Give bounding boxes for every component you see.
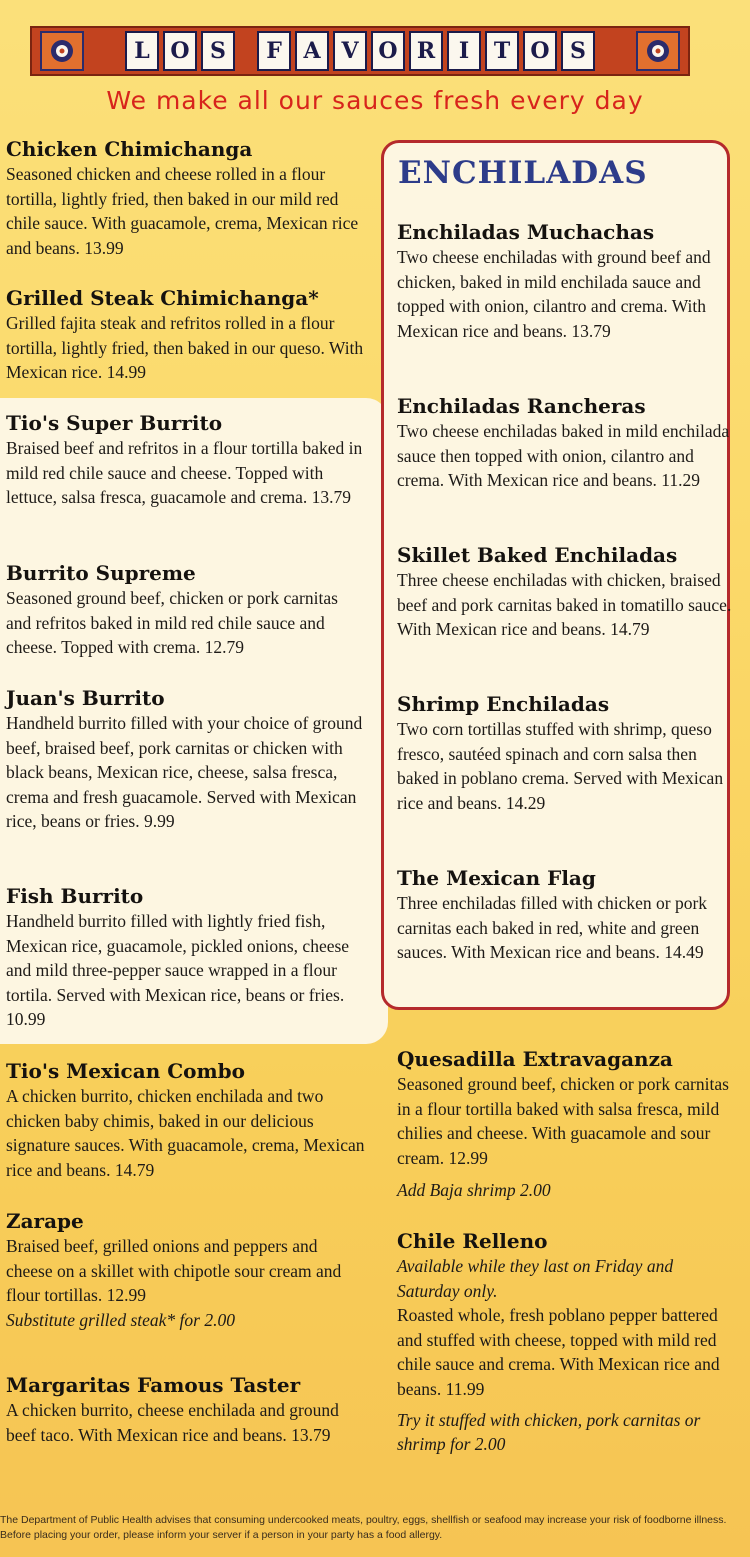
item-description: Three enchiladas filled with chicken or pork carnitas each baked in red, white and green sauces. With Mexican rice and beans. 14.49 xyxy=(397,893,708,963)
item-description: Braised beef and refritos in a flour tortilla baked in mild red chile sauce and cheese. Topped with lettuce, salsa fresca, guacamole and crema. 13.79 xyxy=(6,438,363,508)
menu-item xyxy=(6,285,366,385)
disclaimer-line: Before placing your order, please inform your server if a person in your party has a food allergy. xyxy=(0,1529,443,1541)
banner-letter: O xyxy=(371,31,405,71)
item-name: Margaritas Famous Taster xyxy=(6,1373,301,1397)
item-description: Seasoned chicken and cheese rolled in a flour tortilla, lightly fried, then baked in our mild red chile sauce. With guacamole, crema, Mexican rice and beans. 13.99 xyxy=(6,164,359,258)
item-name: Juan's Burrito xyxy=(6,686,165,710)
menu-item xyxy=(6,560,366,660)
banner-letter: T xyxy=(485,31,519,71)
item-name: Tio's Super Burrito xyxy=(6,411,223,435)
banner-letter: L xyxy=(125,31,159,71)
item-description: A chicken burrito, chicken enchilada and two chicken baby chimis, baked in our delicious signature sauces. With guacamole, crema, Mexican rice and beans. 14.79 xyxy=(6,1086,365,1180)
item-name: Skillet Baked Enchiladas xyxy=(397,543,678,567)
item-note: Substitute grilled steak* for 2.00 xyxy=(6,1309,235,1330)
item-note: Add Baja shrimp 2.00 xyxy=(397,1180,551,1201)
disclaimer-line: The Department of Public Health advises that consuming undercooked meats, poultry, eggs, shellfish or seafood may increase your risk of foodborne illness. xyxy=(0,1514,727,1526)
los-favoritos-banner xyxy=(30,26,690,76)
item-name: Shrimp Enchiladas xyxy=(397,692,610,716)
item-description: A chicken burrito, cheese enchilada and ground beef taco. With Mexican rice and beans. 13.79 xyxy=(6,1400,339,1445)
item-name: Quesadilla Extravaganza xyxy=(397,1047,673,1071)
flower-ornament-icon xyxy=(47,36,77,66)
item-description: Three cheese enchiladas with chicken, braised beef and pork carnitas baked in tomatillo sauce. With Mexican rice and beans. 14.79 xyxy=(397,570,732,640)
item-name: Enchiladas Muchachas xyxy=(397,220,655,244)
item-name: Zarape xyxy=(6,1209,84,1233)
banner-space xyxy=(239,31,253,71)
menu-item xyxy=(397,542,732,642)
menu-item xyxy=(397,691,732,815)
banner-letter: O xyxy=(163,31,197,71)
item-description: Seasoned ground beef, chicken or pork carnitas and refritos baked in mild red chile sauce and cheese. Topped with crema. 12.79 xyxy=(6,588,338,658)
banner-letters xyxy=(125,31,595,71)
menu-item xyxy=(6,685,366,834)
item-description: Grilled fajita steak and refritos rolled in a flour tortilla, lightly fried, then baked in our queso. With Mexican rice. 14.99 xyxy=(6,313,364,383)
item-description: Two corn tortillas stuffed with shrimp, queso fresco, sautéed spinach and corn salsa then baked in poblano crema. Served with Mexican rice and beans. 14.29 xyxy=(397,719,724,813)
decorative-tile-right xyxy=(636,31,680,71)
menu-item xyxy=(397,393,732,493)
banner-letter: S xyxy=(561,31,595,71)
menu-item xyxy=(6,1372,366,1447)
item-name: Tio's Mexican Combo xyxy=(6,1059,245,1083)
item-description: Two cheese enchiladas with ground beef and chicken, baked in mild enchilada sauce and topped with onion, cilantro and crema. With Mexican rice and beans. 13.79 xyxy=(397,247,711,341)
menu-item xyxy=(397,865,732,965)
menu-item xyxy=(6,410,366,510)
banner-letter: V xyxy=(333,31,367,71)
item-description: Seasoned ground beef, chicken or pork carnitas in a flour tortilla baked with salsa fresca, mild chilies and cheese. With guacamole and sour cream. 12.99 xyxy=(397,1074,729,1168)
menu-item xyxy=(6,1058,366,1182)
health-disclaimer xyxy=(0,1513,750,1543)
banner-letter: R xyxy=(409,31,443,71)
item-name: Enchiladas Rancheras xyxy=(397,394,646,418)
item-description: Two cheese enchiladas baked in mild enchilada sauce then topped with onion, cilantro and crema. With Mexican rice and beans. 11.29 xyxy=(397,421,730,491)
banner-letter: I xyxy=(447,31,481,71)
item-description: Braised beef, grilled onions and peppers and cheese on a skillet with chipotle sour cream and flour tortillas. 12.99 xyxy=(6,1236,342,1306)
item-note: Try it stuffed with chicken, pork carnitas or shrimp for 2.00 xyxy=(397,1409,701,1455)
item-name: Chile Relleno xyxy=(397,1229,548,1253)
item-name: Chicken Chimichanga xyxy=(6,137,253,161)
enchiladas-heading: ENCHILADAS xyxy=(398,155,648,191)
banner-letter: S xyxy=(201,31,235,71)
item-description: Handheld burrito filled with your choice of ground beef, braised beef, pork carnitas or chicken with black beans, Mexican rice, cheese, salsa fresca, crema and fresh guacamole. Served with Mexican rice, beans or fries. 9.99 xyxy=(6,713,363,832)
item-name: Burrito Supreme xyxy=(6,561,196,585)
item-name: The Mexican Flag xyxy=(397,866,596,890)
banner-letter: A xyxy=(295,31,329,71)
item-description: Handheld burrito filled with lightly fried fish, Mexican rice, guacamole, pickled onions, cheese and mild three-pepper sauce wrapped in a flour tortila. Served with Mexican rice, beans or fries. 10.99 xyxy=(6,911,350,1030)
decorative-tile-left xyxy=(40,31,84,71)
item-description: Roasted whole, fresh poblano pepper battered and stuffed with cheese, topped with mild red chile sauce and crema. With Mexican rice and beans. 11.99 xyxy=(397,1305,720,1399)
item-availability-note: Available while they last on Friday and Saturday only. xyxy=(397,1256,674,1301)
menu-item xyxy=(397,1046,732,1203)
item-name: Fish Burrito xyxy=(6,884,144,908)
item-name: Grilled Steak Chimichanga* xyxy=(6,286,319,310)
menu-item xyxy=(397,219,732,343)
menu-item xyxy=(6,136,366,260)
menu-item xyxy=(397,1228,732,1457)
tagline: We make all our sauces fresh every day xyxy=(106,86,644,115)
menu-item xyxy=(6,883,366,1032)
banner-letter: O xyxy=(523,31,557,71)
menu-item xyxy=(6,1208,366,1332)
banner-letter: F xyxy=(257,31,291,71)
flower-ornament-icon xyxy=(643,36,673,66)
